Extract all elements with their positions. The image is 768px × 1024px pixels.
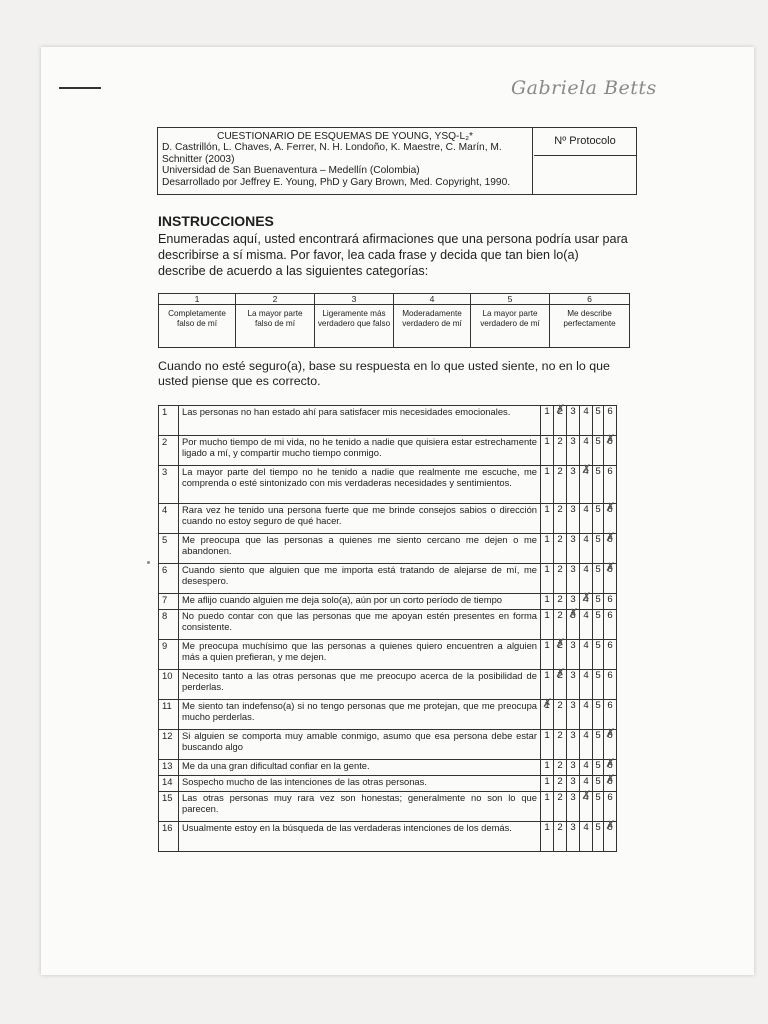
response-option[interactable]	[593, 564, 604, 594]
instruction-note: Cuando no esté seguro(a), base su respuesta en lo que usted siente, no en lo que usted piense que es correcto.	[158, 359, 610, 388]
option-number: 2	[557, 792, 563, 803]
item-number: 2	[159, 436, 179, 466]
option-number: 6	[607, 466, 613, 477]
option-number: 5	[595, 670, 601, 681]
option-number: 3	[570, 466, 576, 477]
option-number: 2	[557, 594, 563, 605]
response-option[interactable]	[554, 792, 567, 822]
option-number: 2	[557, 504, 563, 515]
category-number: 2	[236, 294, 315, 305]
option-number: 6	[607, 610, 613, 621]
response-option[interactable]	[604, 610, 617, 640]
table-row	[159, 792, 617, 822]
response-option[interactable]	[567, 436, 580, 466]
category-number: 6	[550, 294, 630, 305]
option-number: 5	[595, 406, 601, 417]
response-option[interactable]	[604, 466, 617, 504]
option-number: 3	[570, 730, 576, 741]
option-number: 5	[595, 466, 601, 477]
response-option[interactable]	[554, 822, 567, 852]
item-number: 13	[159, 760, 179, 776]
selected-response-option[interactable]	[554, 406, 567, 436]
questionnaire-page	[41, 47, 754, 975]
response-option[interactable]	[541, 670, 554, 700]
option-number: 2 ✗	[557, 671, 562, 682]
option-number: 2	[557, 760, 563, 771]
option-number: 4	[583, 564, 589, 575]
table-row	[159, 730, 617, 760]
option-number: 5	[595, 564, 601, 575]
item-number: 12	[159, 730, 179, 760]
item-text: Rara vez he tenido una persona fuerte que me brinde consejos sabios o dirección cuando no estoy seguro de qué hacer.	[179, 504, 541, 534]
option-number: 5	[595, 760, 601, 771]
protocol-box	[534, 128, 636, 194]
item-number: 10	[159, 670, 179, 700]
option-number: 1	[544, 594, 550, 605]
option-number: 3	[570, 594, 576, 605]
option-number: 6 ✗	[607, 761, 612, 772]
option-number: 1	[544, 564, 550, 575]
option-number: 4	[583, 822, 589, 833]
response-option[interactable]	[580, 610, 593, 640]
option-number: 6	[607, 406, 613, 417]
option-number: 4	[583, 406, 589, 417]
response-option[interactable]	[554, 760, 567, 776]
item-text: Me preocupa muchísimo que las personas a quienes quiero encuentren a alguien más a quien prefieran, y me dejen.	[179, 640, 541, 670]
response-option[interactable]	[567, 640, 580, 670]
option-number: 1	[544, 792, 550, 803]
items-table	[158, 405, 617, 852]
response-option[interactable]	[604, 594, 617, 610]
response-option[interactable]	[580, 564, 593, 594]
selected-response-option[interactable]	[604, 534, 617, 564]
response-option[interactable]	[554, 564, 567, 594]
option-number: 6 ✗	[607, 777, 612, 788]
response-option[interactable]	[541, 730, 554, 760]
selected-response-option[interactable]	[567, 610, 580, 640]
option-number: 3 ✗	[570, 611, 575, 622]
option-number: 4	[583, 730, 589, 741]
response-option[interactable]	[593, 504, 604, 534]
selected-response-option[interactable]	[580, 792, 593, 822]
option-number: 2	[557, 564, 563, 575]
response-option[interactable]	[580, 822, 593, 852]
option-number: 4	[583, 534, 589, 545]
option-number: 4	[583, 776, 589, 787]
response-option[interactable]	[580, 670, 593, 700]
response-option[interactable]	[593, 822, 604, 852]
selected-response-option[interactable]	[604, 564, 617, 594]
response-option[interactable]	[541, 594, 554, 610]
response-option[interactable]	[567, 792, 580, 822]
selected-response-option[interactable]	[580, 594, 593, 610]
response-option[interactable]	[554, 594, 567, 610]
option-number: 3	[570, 640, 576, 651]
categories-table	[158, 293, 630, 348]
item-number: 1	[159, 406, 179, 436]
item-text: Me siento tan indefenso(a) si no tengo personas que me protejan, que me preocupa mucho perderlas.	[179, 700, 541, 730]
option-number: 4	[583, 610, 589, 621]
table-row	[159, 822, 617, 852]
response-option[interactable]	[541, 822, 554, 852]
response-option[interactable]	[567, 670, 580, 700]
option-number: 1	[544, 406, 550, 417]
table-row	[159, 534, 617, 564]
option-number: 6 ✗	[607, 731, 612, 742]
table-row	[159, 594, 617, 610]
response-option[interactable]	[567, 760, 580, 776]
response-option[interactable]	[580, 700, 593, 730]
selected-response-option[interactable]	[604, 822, 617, 852]
option-number: 3	[570, 822, 576, 833]
item-number: 9	[159, 640, 179, 670]
response-option[interactable]	[567, 822, 580, 852]
table-row	[159, 776, 617, 792]
category-label: La mayor parte falso de mí	[236, 305, 315, 348]
option-number: 2	[557, 776, 563, 787]
response-option[interactable]	[541, 504, 554, 534]
option-number: 4 ✗	[583, 793, 588, 804]
item-text: Me da una gran dificultad confiar en la gente.	[179, 760, 541, 776]
protocol-label: Nº Protocolo	[534, 128, 636, 156]
item-text: Me aflijo cuando alguien me deja solo(a), aún por un corto período de tiempo	[179, 594, 541, 610]
category-label: Me describe perfectamente	[550, 305, 630, 348]
handwritten-signature: Gabriela Betts	[511, 77, 657, 99]
option-number: 4	[583, 436, 589, 447]
option-number: 1	[544, 436, 550, 447]
option-number: 4	[583, 640, 589, 651]
response-option[interactable]	[554, 730, 567, 760]
response-option[interactable]	[593, 406, 604, 436]
option-number: 6 ✗	[607, 535, 612, 546]
option-number: 6 ✗	[607, 505, 612, 516]
response-option[interactable]	[554, 610, 567, 640]
option-number: 2	[557, 700, 563, 711]
option-number: 5	[595, 730, 601, 741]
category-number: 3	[315, 294, 394, 305]
option-number: 1	[544, 822, 550, 833]
item-text: No puedo contar con que las personas que me apoyan estén presentes en forma consistente.	[179, 610, 541, 640]
option-number: 2 ✗	[557, 407, 562, 418]
option-number: 5	[595, 594, 601, 605]
category-labels-row	[159, 305, 630, 348]
table-row	[159, 700, 617, 730]
instructions-text: Enumeradas aquí, usted encontrará afirmaciones que una persona podría usar para describirse a sí misma. Por favor, lea cada frase y decida que tan bien lo(a) describe de acuerdo a las siguientes categorías:	[158, 232, 628, 278]
selected-response-option[interactable]	[554, 670, 567, 700]
option-number: 4	[583, 760, 589, 771]
response-option[interactable]	[567, 730, 580, 760]
option-number: 2	[557, 610, 563, 621]
item-text: Las otras personas muy rara vez son honestas; generalmente no son lo que parecen.	[179, 792, 541, 822]
item-number: 15	[159, 792, 179, 822]
response-option[interactable]	[604, 640, 617, 670]
table-row	[159, 436, 617, 466]
option-number: 5	[595, 776, 601, 787]
response-option[interactable]	[541, 776, 554, 792]
response-option[interactable]	[554, 504, 567, 534]
category-numbers-row	[159, 294, 630, 305]
item-number: 11	[159, 700, 179, 730]
option-number: 4 ✗	[583, 595, 588, 606]
item-text: Cuando siento que alguien que me importa está tratando de alejarse de mí, me desespero.	[179, 564, 541, 594]
category-number: 5	[471, 294, 550, 305]
response-option[interactable]	[580, 534, 593, 564]
option-number: 5	[595, 700, 601, 711]
response-option[interactable]	[554, 436, 567, 466]
response-option[interactable]	[580, 436, 593, 466]
selected-response-option[interactable]	[554, 640, 567, 670]
option-number: 4 ✗	[583, 467, 588, 478]
response-option[interactable]	[541, 436, 554, 466]
response-option[interactable]	[593, 792, 604, 822]
response-option[interactable]	[580, 504, 593, 534]
item-text: Usualmente estoy en la búsqueda de las verdaderas intenciones de los demás.	[179, 822, 541, 852]
option-number: 2 ✗	[557, 641, 562, 652]
response-option[interactable]	[541, 792, 554, 822]
option-number: 5	[595, 822, 601, 833]
option-number: 4	[583, 700, 589, 711]
option-number: 3	[570, 792, 576, 803]
item-number: 14	[159, 776, 179, 792]
item-number: 7	[159, 594, 179, 610]
category-label: Moderadamente verdadero de mí	[394, 305, 471, 348]
table-row	[159, 670, 617, 700]
response-option[interactable]	[541, 640, 554, 670]
option-number: 3	[570, 700, 576, 711]
response-option[interactable]	[604, 792, 617, 822]
table-row	[159, 504, 617, 534]
response-option[interactable]	[567, 700, 580, 730]
response-option[interactable]	[567, 466, 580, 504]
response-option[interactable]	[593, 670, 604, 700]
response-option[interactable]	[554, 700, 567, 730]
response-option[interactable]	[593, 594, 604, 610]
header-box	[157, 127, 637, 195]
item-number: 4	[159, 504, 179, 534]
option-number: 3	[570, 406, 576, 417]
option-number: 3	[570, 504, 576, 515]
table-row	[159, 760, 617, 776]
category-label: La mayor parte verdadero de mí	[471, 305, 550, 348]
option-number: 2	[557, 466, 563, 477]
authors-line-1: D. Castrillón, L. Chaves, A. Ferrer, N. H. Londoño, K. Maestre, C. Marín, M.	[162, 142, 502, 154]
ink-dot	[147, 561, 150, 564]
response-option[interactable]	[593, 760, 604, 776]
option-number: 3	[570, 670, 576, 681]
option-number: 1	[544, 670, 550, 681]
category-label: Ligeramente más verdadero que falso	[315, 305, 394, 348]
option-number: 5	[595, 640, 601, 651]
option-number: 1	[544, 730, 550, 741]
response-option[interactable]	[593, 436, 604, 466]
option-number: 3	[570, 534, 576, 545]
response-option[interactable]	[593, 610, 604, 640]
option-number: 5	[595, 534, 601, 545]
questionnaire-title: CUESTIONARIO DE ESQUEMAS DE YOUNG, YSQ-L₂*	[216, 131, 474, 142]
response-option[interactable]	[541, 406, 554, 436]
item-text: Me preocupa que las personas a quienes me siento cercano me dejen o me abandonen.	[179, 534, 541, 564]
option-number: 3	[570, 776, 576, 787]
response-option[interactable]	[541, 564, 554, 594]
response-option[interactable]	[541, 610, 554, 640]
response-option[interactable]	[593, 534, 604, 564]
response-option[interactable]	[580, 760, 593, 776]
option-number: 2	[557, 730, 563, 741]
option-number: 6	[607, 594, 613, 605]
item-text: Si alguien se comporta muy amable conmigo, asumo que esa persona debe estar buscando algo	[179, 730, 541, 760]
option-number: 5	[595, 610, 601, 621]
option-number: 3	[570, 436, 576, 447]
table-row	[159, 564, 617, 594]
response-option[interactable]	[567, 406, 580, 436]
response-option[interactable]	[554, 534, 567, 564]
item-number: 8	[159, 610, 179, 640]
option-number: 6	[607, 792, 613, 803]
option-number: 1	[544, 610, 550, 621]
selected-response-option[interactable]	[580, 466, 593, 504]
option-number: 6 ✗	[607, 437, 612, 448]
selected-response-option[interactable]	[541, 700, 554, 730]
response-option[interactable]	[593, 700, 604, 730]
response-option[interactable]	[567, 534, 580, 564]
response-option[interactable]	[604, 406, 617, 436]
response-option[interactable]	[593, 640, 604, 670]
response-option[interactable]	[580, 406, 593, 436]
university: Universidad de San Buenaventura – Medellín (Colombia)	[162, 165, 420, 177]
item-text: La mayor parte del tiempo no he tenido a nadie que realmente me escuche, me comprenda o esté sintonizado con mis verdaderas necesidades y sentimientos.	[179, 466, 541, 504]
header-info	[158, 128, 533, 194]
option-number: 1	[544, 504, 550, 515]
option-number: 4	[583, 670, 589, 681]
option-number: 6	[607, 670, 613, 681]
item-number: 3	[159, 466, 179, 504]
selected-response-option[interactable]	[604, 730, 617, 760]
option-number: 5	[595, 792, 601, 803]
selected-response-option[interactable]	[604, 436, 617, 466]
response-option[interactable]	[567, 504, 580, 534]
item-text: Sospecho mucho de las intenciones de las otras personas.	[179, 776, 541, 792]
option-number: 1 ✗	[544, 701, 549, 712]
option-number: 1	[544, 640, 550, 651]
response-option[interactable]	[554, 776, 567, 792]
response-option[interactable]	[541, 760, 554, 776]
response-option[interactable]	[593, 730, 604, 760]
option-number: 6	[607, 640, 613, 651]
item-number: 6	[159, 564, 179, 594]
response-option[interactable]	[567, 564, 580, 594]
table-row	[159, 406, 617, 436]
item-number: 16	[159, 822, 179, 852]
table-row	[159, 640, 617, 670]
item-text: Por mucho tiempo de mi vida, no he tenido a nadie que quisiera estar estrechamente ligado a mí, y compartir mucho tiempo conmigo.	[179, 436, 541, 466]
option-number: 3	[570, 564, 576, 575]
option-number: 1	[544, 776, 550, 787]
response-option[interactable]	[580, 730, 593, 760]
response-option[interactable]	[604, 700, 617, 730]
option-number: 1	[544, 534, 550, 545]
response-option[interactable]	[541, 466, 554, 504]
response-option[interactable]	[593, 776, 604, 792]
item-text: Necesito tanto a las otras personas que me preocupo acerca de la posibilidad de perderlas.	[179, 670, 541, 700]
option-number: 5	[595, 504, 601, 515]
option-number: 2	[557, 534, 563, 545]
option-number: 2	[557, 436, 563, 447]
instructions-title: INSTRUCCIONES	[158, 213, 274, 229]
response-option[interactable]	[554, 466, 567, 504]
response-option[interactable]	[567, 776, 580, 792]
option-number: 6	[607, 700, 613, 711]
response-option[interactable]	[541, 534, 554, 564]
selected-response-option[interactable]	[604, 504, 617, 534]
option-number: 1	[544, 466, 550, 477]
option-number: 2	[557, 822, 563, 833]
selected-response-option[interactable]	[604, 776, 617, 792]
category-number: 4	[394, 294, 471, 305]
category-number: 1	[159, 294, 236, 305]
table-row	[159, 466, 617, 504]
response-option[interactable]	[593, 466, 604, 504]
developed-by: Desarrollado por Jeffrey E. Young, PhD y Gary Brown, Med. Copyright, 1990.	[162, 176, 511, 188]
option-number: 4	[583, 504, 589, 515]
category-label: Completamente falso de mí	[159, 305, 236, 348]
option-number: 3	[570, 760, 576, 771]
option-number: 5	[595, 436, 601, 447]
option-number: 6 ✗	[607, 565, 612, 576]
authors-line-2: Schnitter (2003)	[162, 153, 235, 165]
item-number: 5	[159, 534, 179, 564]
item-text: Las personas no han estado ahí para satisfacer mis necesidades emocionales.	[179, 406, 541, 436]
pen-dash	[59, 87, 101, 89]
response-option[interactable]	[604, 670, 617, 700]
option-number: 1	[544, 760, 550, 771]
option-number: 6 ✗	[607, 823, 612, 834]
response-option[interactable]	[580, 640, 593, 670]
table-row	[159, 610, 617, 640]
